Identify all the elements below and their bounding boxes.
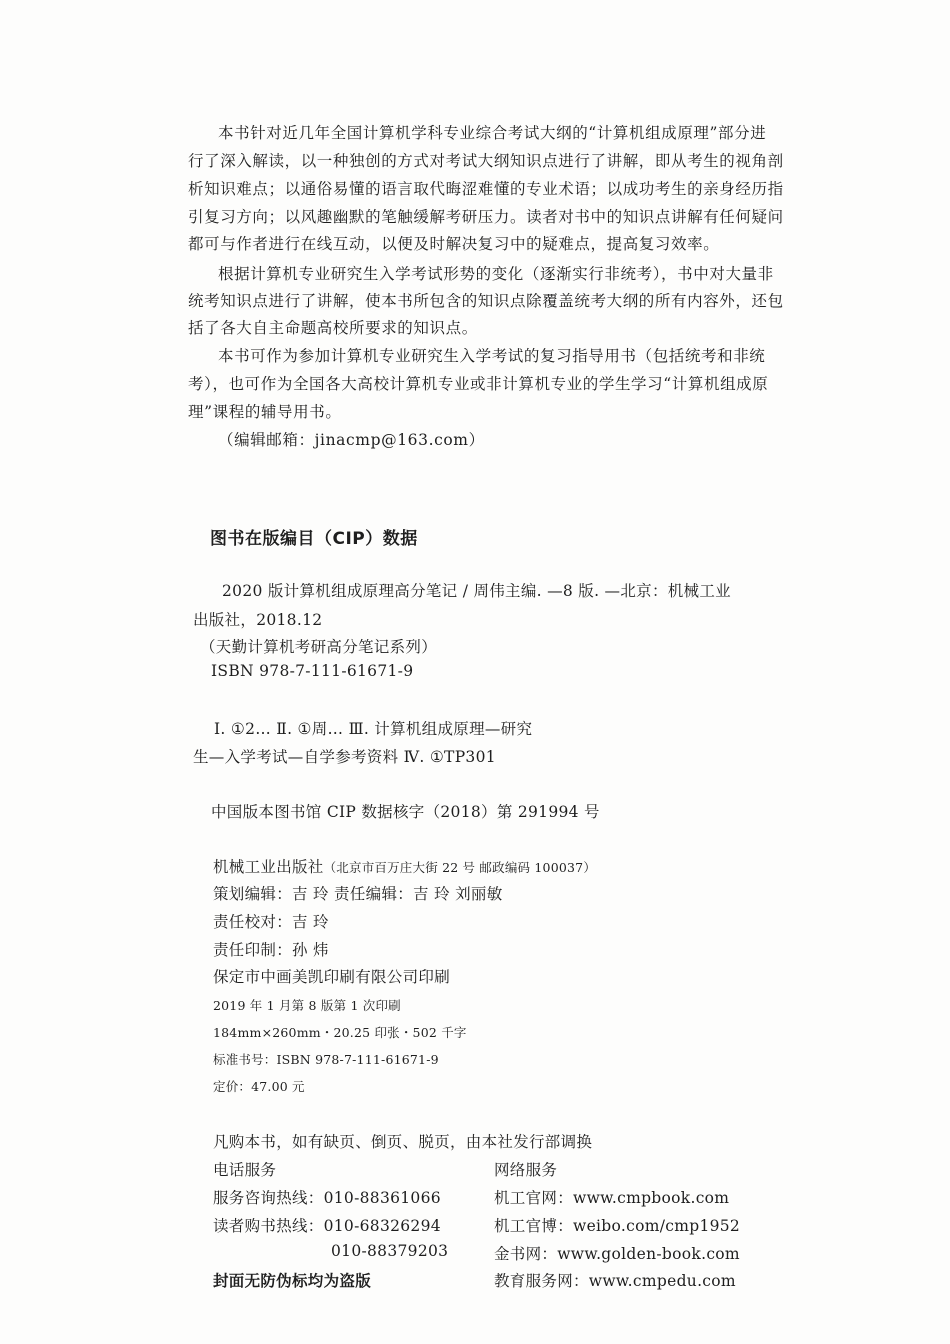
intro-line: 本书可作为参加计算机专业研究生入学考试的复习指导用书（包括统考和非统 [218, 347, 766, 365]
intro-line: 根据计算机专业研究生入学考试形势的变化（逐渐实行非统考），书中对大量非 [218, 265, 774, 283]
cip-line: Ⅰ. ①2… Ⅱ. ①周… Ⅲ. 计算机组成原理—研究 [214, 720, 533, 738]
official-site: 机工官网：www.cmpbook.com [494, 1189, 730, 1207]
cip-number: 中国版本图书馆 CIP 数据核字（2018）第 291994 号 [211, 803, 600, 821]
intro-line: 统考知识点进行了讲解，使本书所包含的知识点除覆盖统考大纲的所有内容外，还包 [188, 292, 784, 310]
publisher-name: 机械工业出版社 [213, 858, 324, 876]
cip-line: 2020 版计算机组成原理高分笔记 / 周伟主编. —8 版. —北京：机械工业 [222, 582, 731, 600]
intro-line: 都可与作者进行在线互动，以便及时解决复习中的疑难点，提高复习效率。 [188, 235, 720, 253]
proofreader: 责任校对：吉 玲 [213, 913, 329, 931]
editor-email: （编辑邮箱：jinacmp@163.com） [218, 431, 485, 449]
planning-editor: 策划编辑：吉 玲 责任编辑：吉 玲 刘丽敏 [213, 885, 503, 903]
cip-heading: 图书在版编目（CIP）数据 [210, 529, 418, 549]
hotline-buy: 读者购书热线：010-68326294 [213, 1217, 441, 1235]
format: 184mm×260mm・20.25 印张・502 千字 [213, 1025, 467, 1040]
isbn: 标准书号：ISBN 978-7-111-61671-9 [213, 1052, 439, 1067]
hotline-consult: 服务咨询热线：010-88361066 [213, 1189, 441, 1207]
intro-line: 理”课程的辅导用书。 [188, 403, 342, 421]
intro-line: 本书针对近几年全国计算机学科专业综合考试大纲的“计算机组成原理”部分进 [218, 124, 767, 142]
intro-line: 括了各大自主命题高校所要求的知识点。 [188, 319, 478, 337]
cip-line: 生—入学考试—自学参考资料 Ⅳ. ①TP301 [193, 748, 496, 766]
intro-line: 引复习方向；以风趣幽默的笔触缓解考研压力。读者对书中的知识点讲解有任何疑问 [188, 208, 784, 226]
edu-site: 教育服务网：www.cmpedu.com [494, 1272, 736, 1290]
cip-line: 出版社，2018.12 [193, 611, 323, 629]
cip-line: （天勤计算机考研高分笔记系列） [200, 638, 438, 656]
publisher-line [213, 855, 596, 877]
cip-isbn: ISBN 978-7-111-61671-9 [211, 662, 414, 680]
intro-line: 行了深入解读，以一种独创的方式对考试大纲知识点进行了讲解，即从考生的视角剖 [188, 152, 784, 170]
anticounterfeit-notice: 封面无防伪标均为盗版 [213, 1272, 372, 1290]
notice: 凡购本书，如有缺页、倒页、脱页，由本社发行部调换 [213, 1133, 593, 1151]
price: 定价：47.00 元 [213, 1079, 305, 1094]
printer: 保定市中画美凯印刷有限公司印刷 [213, 968, 451, 986]
phone-service-title: 电话服务 [213, 1161, 277, 1179]
golden-book-site: 金书网：www.golden-book.com [494, 1245, 740, 1263]
official-weibo: 机工官博：weibo.com/cmp1952 [494, 1217, 741, 1235]
print-supervisor: 责任印制：孙 炜 [213, 941, 329, 959]
intro-line: 考），也可作为全国各大高校计算机专业或非计算机专业的学生学习“计算机组成原 [188, 375, 769, 393]
publisher-address: （北京市百万庄大街 22 号 邮政编码 100037） [323, 860, 597, 875]
hotline-buy-2: 010-88379203 [331, 1242, 449, 1260]
intro-line: 析知识难点；以通俗易懂的语言取代晦涩难懂的专业术语；以成功考生的亲身经历指 [188, 180, 784, 198]
web-service-title: 网络服务 [494, 1161, 558, 1179]
edition: 2019 年 1 月第 8 版第 1 次印刷 [213, 998, 401, 1013]
